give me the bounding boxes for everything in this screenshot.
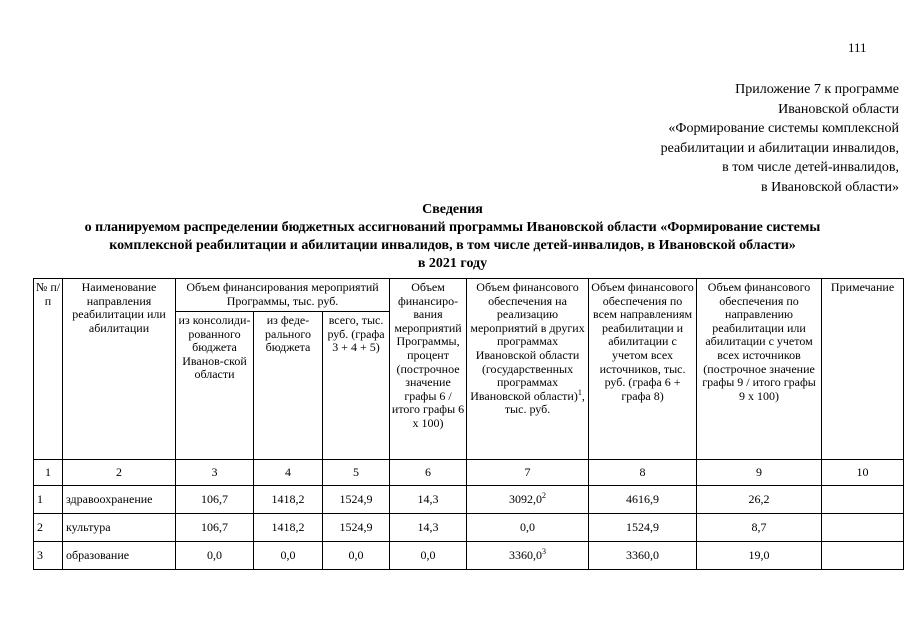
column-number: 2 xyxy=(63,460,176,486)
appendix-line: Приложение 7 к программе xyxy=(735,82,899,97)
column-number: 5 xyxy=(323,460,390,486)
cell-share: 19,0 xyxy=(697,542,822,570)
table-row xyxy=(34,542,904,570)
header-financing-percent: Объем финансиро-вания мероприятий Программы, процент (построчное значение графы 6 / итого графы 6 х 100) xyxy=(390,279,467,460)
header-other-programs xyxy=(467,279,589,460)
cell-regional: 106,7 xyxy=(176,486,254,514)
budget-table xyxy=(33,278,904,570)
appendix-note xyxy=(569,80,899,197)
page-number: 111 xyxy=(848,40,867,55)
cell-other-programs xyxy=(467,486,589,514)
column-number: 9 xyxy=(697,460,822,486)
table-row xyxy=(34,514,904,542)
cell-regional: 0,0 xyxy=(176,542,254,570)
column-number: 3 xyxy=(176,460,254,486)
title-line: в 2021 году xyxy=(417,256,488,271)
cell-total-all: 4616,9 xyxy=(589,486,697,514)
cell-percent: 14,3 xyxy=(390,486,467,514)
row-number: 1 xyxy=(34,486,63,514)
column-number: 1 xyxy=(34,460,63,486)
cell-share: 26,2 xyxy=(697,486,822,514)
appendix-line: «Формирование системы комплексной xyxy=(668,121,899,136)
header-name: Наименование направления реабилитации или абилитации xyxy=(63,279,176,460)
cell-federal: 1418,2 xyxy=(254,486,323,514)
header-number: № п/п xyxy=(34,279,63,460)
footnote-mark: 3 xyxy=(542,546,547,556)
column-number: 10 xyxy=(822,460,904,486)
appendix-line: в Ивановской области» xyxy=(761,179,899,195)
row-name: культура xyxy=(63,514,176,542)
cell-percent: 0,0 xyxy=(390,542,467,570)
table-row xyxy=(34,486,904,514)
cell-total: 0,0 xyxy=(323,542,390,570)
title-line: комплексной реабилитации и абилитации инвалидов, в том числе детей-инвалидов, в Ивановской области» xyxy=(109,238,796,253)
appendix-line: Ивановской области xyxy=(778,101,899,117)
row-number: 2 xyxy=(34,514,63,542)
row-name: образование xyxy=(63,542,176,570)
header-total: всего, тыс. руб. (графа 3 + 4 + 5) xyxy=(323,312,390,460)
header-row xyxy=(34,279,904,312)
cell-other-programs xyxy=(467,514,589,542)
footnote-mark: 1 xyxy=(577,387,582,397)
cell-other-programs-value: 3360,0 xyxy=(509,547,543,562)
footnote-mark: 2 xyxy=(542,490,547,500)
cell-share: 8,7 xyxy=(697,514,822,542)
appendix-line: реабилитации и абилитации инвалидов, xyxy=(660,140,899,156)
cell-other-programs-value: 0,0 xyxy=(520,519,536,534)
appendix-line: в том числе детей-инвалидов, xyxy=(722,160,899,175)
cell-note xyxy=(822,486,904,514)
column-number: 7 xyxy=(467,460,589,486)
title-line: Сведения xyxy=(422,202,483,217)
cell-percent: 14,3 xyxy=(390,514,467,542)
header-financing-group: Объем финансирования мероприятий Программы, тыс. руб. xyxy=(176,279,390,312)
cell-total: 1524,9 xyxy=(323,486,390,514)
header-note: Примечание xyxy=(822,279,904,460)
column-number: 8 xyxy=(589,460,697,486)
header-share-all-sources: Объем финансового обеспечения по направлению реабилитации или абилитации с учетом всех источников (построчное значение графы 9 / итого графы 9 х 100) xyxy=(697,279,822,460)
title-line: о планируемом распределении бюджетных ассигнований программы Ивановской области «Формирование системы xyxy=(84,220,821,235)
cell-note xyxy=(822,514,904,542)
header-regional-budget: из консолиди-рованного бюджета Иванов-ской области xyxy=(176,312,254,460)
header-other-programs-text: Объем финансового обеспечения на реализацию мероприятий в других программах Ивановской области (государственных программах Ивановской области) xyxy=(470,280,585,403)
cell-other-programs-value: 3092,0 xyxy=(509,491,543,506)
column-numbers-row xyxy=(34,460,904,486)
cell-total: 1524,9 xyxy=(323,514,390,542)
cell-note xyxy=(822,542,904,570)
cell-other-programs xyxy=(467,542,589,570)
cell-federal: 0,0 xyxy=(254,542,323,570)
document-title xyxy=(0,201,905,273)
row-name: здравоохранение xyxy=(63,486,176,514)
header-other-programs-tail: , тыс. руб. xyxy=(504,388,585,417)
header-total-all-sources: Объем финансового обеспечения по всем направлениям реабилитации и абилитации с учетом всех источников, тыс. руб. (графа 6 + графа 8) xyxy=(589,279,697,460)
cell-regional: 106,7 xyxy=(176,514,254,542)
cell-federal: 1418,2 xyxy=(254,514,323,542)
column-number: 6 xyxy=(390,460,467,486)
column-number: 4 xyxy=(254,460,323,486)
header-federal-budget: из феде-рального бюджета xyxy=(254,312,323,460)
cell-total-all: 3360,0 xyxy=(589,542,697,570)
row-number: 3 xyxy=(34,542,63,570)
cell-total-all: 1524,9 xyxy=(589,514,697,542)
